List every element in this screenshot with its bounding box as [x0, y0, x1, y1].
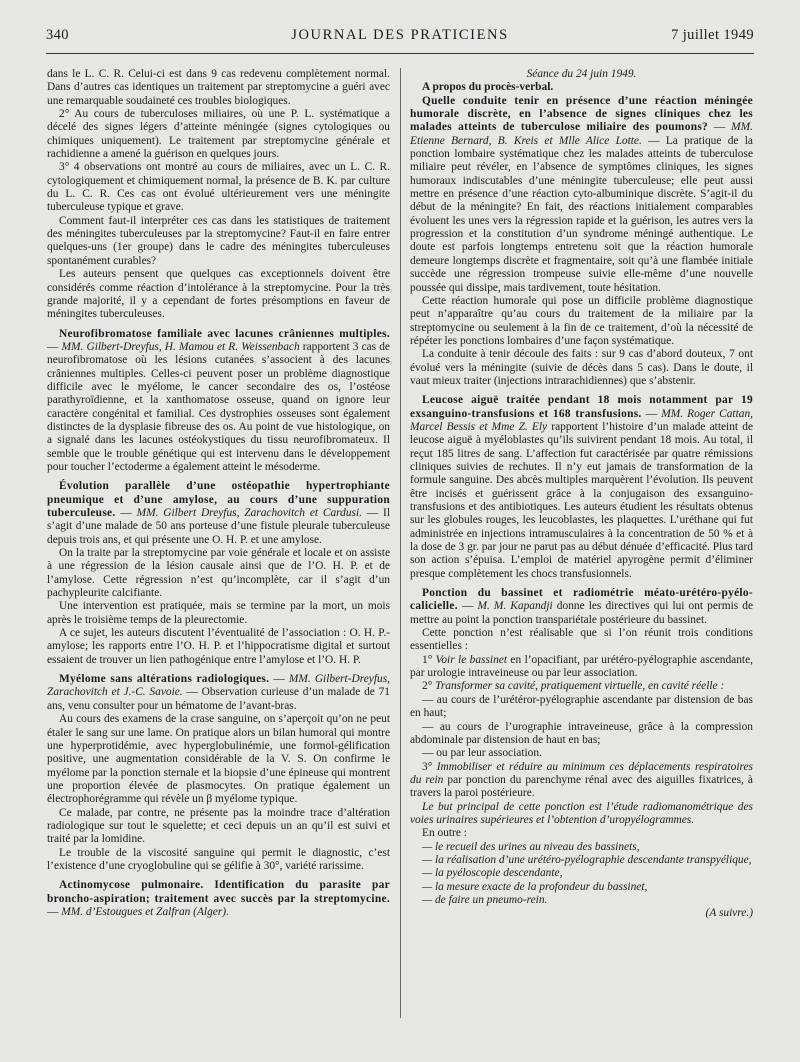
article-title: Ponction du bassinet et radiométrie méato-urétéro-pyélo-calicielle. — [410, 587, 753, 613]
article-leucose: Leucose aiguë traitée pendant 18 mois notamment par 19 exsanguino-transfusions et 168 transfusions. — MM. Roger Cattan, Marcel Bessis et Mme Z. Ely rapportent l’histoire d’un malade atteint de leucose aiguë à myéloblastes qu’ils suivirent pendant 18 mois. Au total, il reçut 185 litres de sang. L’affection fut caractérisée par quatre rémissions cliniques suivies de rechutes. Il n’y eut jamais de transformation de la formule sanguine. Des abcès multiples marquèrent l’évolution. Ils peuvent être incisés et guérissent grâce à la conjugaison des exsanguino-transfusions et des antibiotiques. Les auteurs étudient les résultats obtenus sur les globules rouges, les leucoblastes, les plaquettes. L’uréthane qui fut administrée en injections intramusculaires à la concentration de 50 % et à la dose de 3 gr. par jour ne parut pas au début dénuée d’efficacité. Plus tard son action s’épuisa. L’emploi de matériel apyrogène permit d’éliminer presque complètement les chocs transfusionnels. — [410, 394, 753, 580]
paragraph: Cette réaction humorale qui pose un difficile problème diagnostique peut n’apparaître qu’au cours du traitement de la miliaire par la streptomycine ou seulement à la fin de ce traitement, d’où la nécessité de répéter les ponctions lombaires d’une façon systématique. — [410, 294, 753, 347]
list-item: — le recueil des urines au niveau des bassinets, — [422, 840, 640, 853]
list-item: — au cours de l’urétéror-pyélographie ascendante par distension de bas en haut; — [410, 693, 753, 720]
article-osteopathie: Évolution parallèle d’une ostéopathie hypertrophiante pneumique et d’une amylose, au cours d’une suppuration tuberculeuse. — MM. Gilbert Dreyfus, Zarachovitch et Cardusi. — Il s’agit d’une malade de 50 ans porteuse d’une fistule pleurale tuberculeuse depuis trois ans, et qui présente une O. H. P. et une amylose. — [47, 480, 390, 546]
paragraph: 3° 4 observations ont montré au cours de miliaires, avec un L. C. R. cytologiquement et chimiquement normal, la présence de B. K. par culture du L. C. R. Ces cas ont évolué ultérieurement vers une méningite tuberculeuse typique et grave. — [47, 161, 390, 214]
list-item: — au cours de l’urographie intraveineuse, grâce à la compression abdominale par distension de haut en bas; — [410, 720, 753, 746]
paragraph: On la traite par la streptomycine par voie générale et locale et on assiste à une régression de la lésion causale ainsi que de l’O. H. P. et de l’amylose. Cette régression n’est qu’incomplète, car il s’agit d’un pachypleurite calcifiante. — [47, 547, 390, 600]
article-authors: MM. Gilbert-Dreyfus, Zarachovitch et J.-C. Savoie. — [47, 673, 390, 699]
list-item: — la mesure exacte de la profondeur du bassinet, — [422, 880, 648, 893]
continued-note: (A suivre.) — [705, 907, 753, 920]
article-authors: MM. Gilbert-Dreyfus, H. Mamou et R. Weissenbach — [61, 340, 300, 353]
article-text: rapportent 3 cas de neurofibromatose où les lésions cutanées s’associent à des lacunes crâniennes multiples. Celles-ci peuvent poser un problème diagnostique difficile avec le myélome, le cancer secondaire des os, l’ostéose parathyroïdienne, et la xanthomatose osseuse, quand on ignore leur caractère congénital et familial. Ces dystrophies osseuses sont également distinctes de la dysplasie fibreuse des os. Au point de vue histologique, on a signalé dans les lacunes ostéokystiques du tissu neurofibromateux. Il semble que le trouble génétique qui est intervenu dans le développement pour toucher l’ectoderme a également atteint le mésoderme. — [47, 340, 390, 473]
article-title: Myélome sans altérations radiologiques. — [59, 673, 270, 686]
condition-text: en l’opacifiant, par urétéro-pyélographie ascendante, par urologie intraveineuse ou par leur association. — [410, 653, 753, 680]
journal-title: JOURNAL DES PRATICIENS — [291, 27, 509, 43]
paragraph: dans le L. C. R. Celui-ci est dans 9 cas redevenu complètement normal. Dans d’autres cas identiques un traitement par streptomycine a guéri avec une remarquable soudaineté ces troubles biologiques. — [47, 68, 390, 107]
paragraph: 2° Au cours de tuberculoses miliaires, où une P. L. systématique a décelé des signes légers d’atteinte méningée (signes cytologiques ou chimiques uniquement). Le traitement par streptomycine générale et rachidienne a amené la guérison en quelques jours. — [47, 108, 390, 161]
article-authors: MM. Gilbert Dreyfus, Zarachovitch et Cardusi. — [136, 507, 362, 519]
paragraph: Le trouble de la viscosité sanguine qui permit le diagnostic, c’est l’existence d’une cryoglobuline qui se gélifie à 30°, variété rarissime. — [47, 846, 390, 872]
page-number: 340 — [46, 27, 69, 43]
article-title: Quelle conduite tenir en présence d’une réaction méningée humorale discrète, en l’absence de signes cliniques chez les malades atteints de tuberculose miliaire des poumons? — [410, 94, 753, 134]
article-reaction-meningee: Quelle conduite tenir en présence d’une réaction méningée humorale discrète, en l’absence de signes cliniques chez les malades atteints de tuberculose miliaire des poumons? — MM. Etienne Bernard, B. Kreis et Mlle Alice Lotte. — La pratique de la ponction lombaire systématique chez les malades atteints de tuberculose miliaire peut révéler, en l’absence de symptômes cliniques, les signes humoraux indiscutables d’une méningite tuberculeuse; elle peut aussi mettre en présence d’une réaction cyto-albuminique discrète. S’agit-il du début de la méningite? En fait, des réactions initialement comparables évoluent les unes vers la régression rapide et la guérison, les autres vers la progression et la constitution d’un syndrome méningé authentique. Le doute est parfois longtemps entretenu soit que la réaction humorale demeure longtemps discrète et fragmentaire, soit qu’à une flambée initiale succède une régression trompeuse suivie elle-même d’une nouvelle poussée qui dissipe, mais tardivement, toute hésitation. — [410, 94, 753, 294]
paragraph: En outre : — [422, 827, 467, 840]
article-actinomycose: Actinomycose pulmonaire. Identification du parasite par broncho-aspiration; traitement avec succès par la streptomycine. — MM. d’Estougues et Zalfran (Alger). — [47, 879, 390, 918]
session-date: Séance du 24 juin 1949. — [526, 68, 637, 80]
paragraph: Au cours des examens de la crase sanguine, on s’aperçoit qu’on ne peut étaler le sang sur une lame. On pratique alors un bilan humoral qui montre une hyperprotidémie, avec hyperglobulinémie, une formol-gélification positive, une augmentation considérable de la V. S. On confirme le myélome par la ponction sternale et la biopsie d’une épineuse qui montrent une proportion élevée de plasmocytes. On pratique également un électrophorégramme qui révèle un β myélome typique. — [47, 713, 390, 806]
paragraph: Cette ponction n’est réalisable que si l’on réunit trois conditions essentielles : — [410, 627, 753, 653]
article-neurofibromatose: Neurofibromatose familiale avec lacunes crâniennes multiples. — MM. Gilbert-Dreyfus, H. Mamou et R. Weissenbach rapportent 3 cas de neurofibromatose où les lésions cutanées s’associent à des lacunes crâniennes multiples. Celles-ci peuvent poser un problème diagnostique difficile avec le myélome, le cancer secondaire des os, l’ostéose parathyroïdienne, et la xanthomatose osseuse, quand on ignore leur caractère congénital et familial. Ces dystrophies osseuses sont également distinctes de la dysplasie fibreuse des os. Au point de vue histologique, on a signalé dans les lacunes ostéokystiques du tissu neurofibromateux. Il semble que le trouble génétique qui est intervenu dans le développement pour toucher l’ectoderme a également atteint le mésoderme. — [47, 327, 390, 473]
header-rule — [46, 53, 754, 54]
paragraph: Ce malade, par contre, ne présente pas la moindre trace d’altération radiologique sur tout le squelette; et ceci depuis un an qu’il est suivi et traité par la lomidine. — [47, 806, 390, 846]
article-text: La pratique de la ponction lombaire systématique chez les malades atteints de tuberculose miliaire peut révéler, en l’absence de symptômes cliniques, les signes humoraux indiscutables d’une méningite tuberculeuse; elle peut aussi mettre en présence d’une réaction cyto-albuminique discrète. S’agit-il du début de la méningite? En fait, des réactions initialement comparables évoluent les unes vers la régression rapide et la guérison, les autres vers la progression et la constitution d’un syndrome méningé authentique. Le doute est parfois longtemps entretenu soit que la réaction humorale demeure longtemps discrète et fragmentaire, soit qu’à une flambée initiale succède une régression trompeuse suivie elle-même d’une nouvelle poussée qui dissipe, mais tardivement, toute hésitation. — [410, 134, 753, 294]
paragraph: Une intervention est pratiquée, mais se termine par la mort, un mois après le troisième temps de la pleurectomie. — [47, 600, 390, 626]
article-title: Actinomycose pulmonaire. Identification du parasite par broncho-aspiration; traitement avec succès par la streptomycine. — [47, 879, 390, 905]
right-column — [410, 68, 753, 1028]
article-text: Observation curieuse d’un malade de 71 ans, venu consulter pour un hématome de l’avant-bras. — [47, 686, 390, 712]
list-item: — la pyéloscopie descendante, — [422, 867, 563, 880]
article-title: Neurofibromatose familiale avec lacunes crâniennes multiples. — [59, 327, 390, 340]
paragraph: Comment faut-il interpréter ces cas dans les statistiques de traitement des méningites tuberculeuses par la streptomycine? Faut-il en faire entrer quelques-uns (1er groupe) dans le cadre des méningites tuberculeuses spontanément curables? — [47, 214, 390, 267]
section-heading: A propos du procès-verbal. — [422, 81, 554, 94]
page-header — [46, 27, 754, 49]
list-item: — ou par leur association. — [422, 747, 542, 760]
column-divider — [400, 68, 401, 1018]
condition-title: Transformer sa cavité, pratiquement virtuelle, en cavité réelle : — [435, 680, 725, 693]
article-myelome: Myélome sans altérations radiologiques. — MM. Gilbert-Dreyfus, Zarachovitch et J.-C. Savoie. — Observation curieuse d’un malade de 71 ans, venu consulter pour un hématome de l’avant-bras. — [47, 673, 390, 712]
condition-1: 1° Voir le bassinet en l’opacifiant, par urétéro-pyélographie ascendante, par urologie intraveineuse ou par leur association. — [410, 653, 753, 680]
goal-statement: Le but principal de cette ponction est l’étude radiomanométrique des voies urinaires supérieures et l’obtention d’uropyélogrammes. — [410, 800, 753, 826]
condition-title: Voir le bassinet — [435, 653, 508, 666]
left-column — [47, 68, 390, 1028]
article-text: donne les directives qui lui ont permis de mettre au point la ponction transpariétale postérieure du bassinet. — [410, 600, 753, 626]
condition-text: par ponction du parenchyme rénal avec des aiguilles fixatrices, à travers la paroi postérieure. — [410, 773, 753, 800]
article-text: rapportent l’histoire d’un malade atteint de leucose aiguë à myéloblastes qu’ils suivirent pendant 18 mois. Au total, il reçut 185 litres de sang. L’affection fut caractérisée par quatre rémissions cliniques suivies de rechutes. Il n’y eut jamais de transformation de la formule sanguine. Des abcès multiples marquèrent l’évolution. Ils peuvent être incisés et guérissent grâce à la conjugaison des exsanguino-transfusions et des antibiotiques. Les auteurs étudient les résultats obtenus sur les globules rouges, les leucoblastes, les plaquettes. L’uréthane qui fut administrée en injections intramusculaires à la concentration de 50 % et à la dose de 3 gr. par jour ne parut pas au début dénuée d’efficacité. Plus tard son action s’épuisa. L’emploi de matériel apyrogène permit d’éliminer presque complètement les chocs transfusionnels. — [410, 420, 753, 580]
article-authors: MM. Roger Cattan, Marcel Bessis et Mme Z. Ely — [410, 407, 753, 433]
paragraph: A ce sujet, les auteurs discutent l’éventualité de l’association : O. H. P.-amylose; les rapports entre l’O. H. P. et l’hippocratisme digital et surtout essaient de trouver un lien pathogénique entre l’amylose et l’O. H. P. — [47, 627, 390, 666]
article-title: Évolution parallèle d’une ostéopathie hypertrophiante pneumique et d’une amylose, au cours d’une suppuration tuberculeuse. — [47, 480, 390, 519]
article-authors: M. M. Kapandji — [477, 600, 553, 613]
article-text: Il s’agit d’une malade de 50 ans porteuse d’une fistule pleurale tuberculeuse depuis trois ans, et qui présente une O. H. P. et une amylose. — [47, 507, 390, 546]
issue-date: 7 juillet 1949 — [671, 27, 754, 43]
paragraph: La conduite à tenir découle des faits : sur 9 cas d’abord douteux, 7 ont évolué vers la méningite (suivie de décès dans 5 cas). Dans le doute, il vaut mieux traiter (injections intrarachidiennes) que s’abstenir. — [410, 348, 753, 387]
paragraph: Les auteurs pensent que quelques cas exceptionnels doivent être considérés comme réaction d’intolérance à la streptomycine. Pour la très grande majorité, il y a cependant de fortes présomptions en faveur de méningites tuberculeuses. — [47, 268, 390, 321]
article-authors: MM. Etienne Bernard, B. Kreis et Mlle Alice Lotte. — [410, 121, 753, 147]
condition-title: Immobiliser et réduire au minimum ces déplacements respiratoires du rein — [410, 760, 753, 786]
article-authors: MM. d’Estougues et Zalfran (Alger). — [61, 905, 229, 918]
condition-3: 3° Immobiliser et réduire au minimum ces déplacements respiratoires du rein par ponction du parenchyme rénal avec des aiguilles fixatrices, à travers la paroi postérieure. — [410, 760, 753, 800]
condition-2: 2° Transformer sa cavité, pratiquement virtuelle, en cavité réelle : — [422, 680, 725, 693]
article-title: Leucose aiguë traitée pendant 18 mois notamment par 19 exsanguino-transfusions et 168 transfusions. — [410, 394, 753, 420]
article-ponction-bassinet: Ponction du bassinet et radiométrie méato-urétéro-pyélo-calicielle. — M. M. Kapandji donne les directives qui lui ont permis de mettre au point la ponction transpariétale postérieure du bassinet. — [410, 587, 753, 626]
list-item: — la réalisation d’une urétéro-pyélographie descendante transpyélique, — [422, 853, 752, 866]
list-item: — de faire un pneumo-rein. — [422, 893, 548, 906]
